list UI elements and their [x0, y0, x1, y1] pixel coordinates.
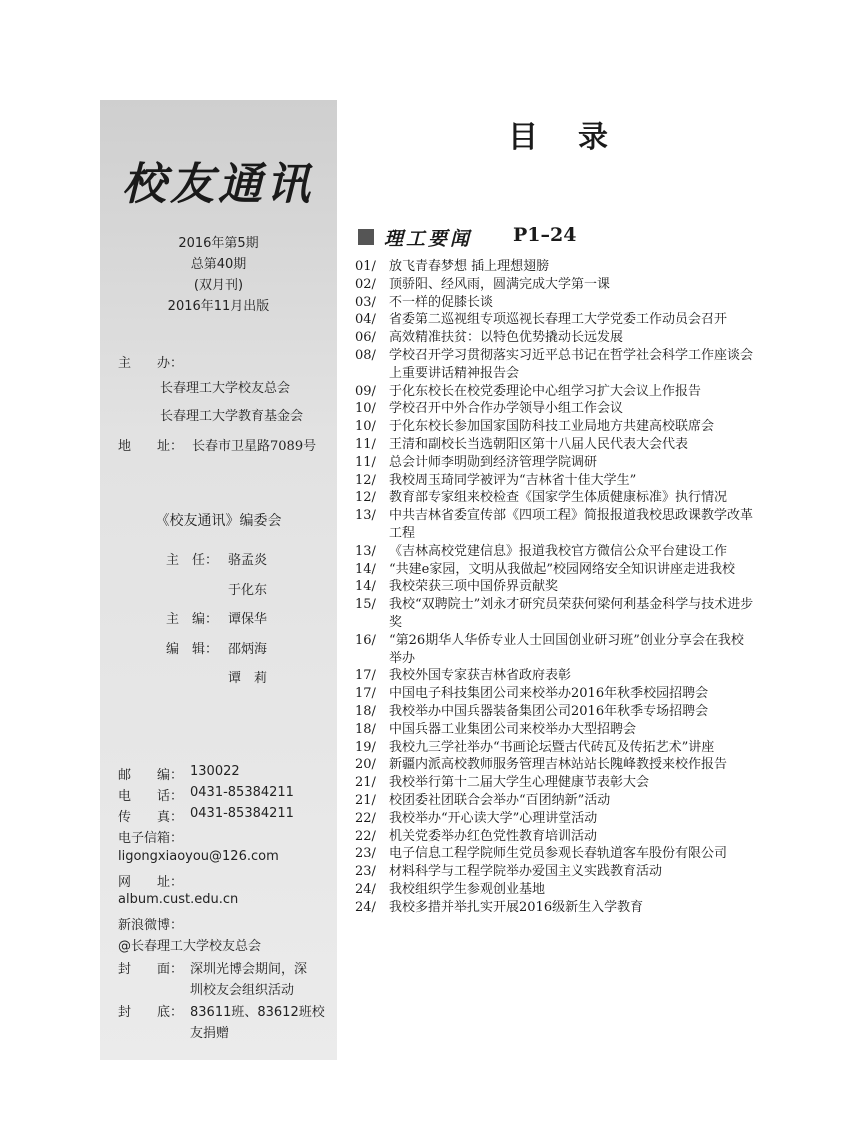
toc-page-number: 11/	[355, 436, 376, 452]
toc-item	[355, 258, 755, 276]
toc-item	[355, 810, 755, 828]
toc-item	[355, 739, 755, 757]
toc-title: 省委第二巡视组专项巡视长春理工大学党委工作动员会召开	[389, 312, 728, 328]
chief-editor-label: 主 编：	[166, 612, 219, 627]
toc-page-number: 03/	[355, 294, 376, 310]
toc-item	[355, 774, 755, 792]
website: album.cust.edu.cn	[118, 892, 239, 907]
toc-page-number: 06/	[355, 330, 376, 346]
toc-item	[355, 721, 755, 739]
toc-item	[355, 329, 755, 347]
toc-page-number: 21/	[355, 792, 376, 808]
toc-title: 电子信息工程学院师生党员参观长春轨道客车股份有限公司	[389, 846, 728, 862]
issue-number: 2016年第5期	[178, 236, 259, 251]
toc-title: 学校召开中外合作办学领导小组工作会议	[389, 401, 624, 417]
website-label: 网 址：	[118, 875, 184, 890]
toc-title: 我校外国专家获吉林省政府表彰	[389, 668, 572, 684]
toc-page-number: 10/	[355, 419, 376, 435]
toc-title: 学校召开学习贯彻落实习近平总书记在哲学社会科学工作座谈会上重要讲话精神报告会	[389, 347, 754, 381]
toc-item	[355, 667, 755, 685]
toc-page-number: 09/	[355, 383, 376, 399]
toc-title: 顶骄阳、经风雨，圆满完成大学第一课	[389, 276, 611, 292]
toc-item	[355, 863, 755, 881]
toc-title: 我校举行第十二届大学生心理健康节表彰大会	[389, 775, 650, 791]
toc-title: 总会计师李明勋到经济管理学院调研	[389, 454, 598, 470]
toc-item	[355, 561, 755, 579]
contents-title: 目录	[508, 120, 648, 155]
toc-page-number: 04/	[355, 312, 376, 328]
toc-item	[355, 596, 755, 632]
toc-page-number: 16/	[355, 632, 376, 648]
section-label: 理工要闻	[384, 228, 473, 250]
toc-title: 放飞青春梦想 插上理想翅膀	[389, 259, 550, 274]
toc-title: 材料科学与工程学院举办爱国主义实践教育活动	[389, 864, 663, 880]
toc-page-number: 18/	[355, 721, 376, 737]
phone: 0431-85384211	[190, 785, 294, 800]
email: ligongxiaoyou@126.com	[118, 849, 279, 864]
toc-title: 教育部专家组来校检查《国家学生体质健康标准》执行情况	[389, 490, 728, 506]
toc-page-number: 14/	[355, 579, 376, 595]
toc-title: 《吉林高校党建信息》报道我校官方微信公众平台建设工作	[389, 543, 728, 559]
toc-page-number: 02/	[355, 276, 376, 292]
fax-label: 传 真：	[118, 810, 184, 825]
toc-item	[355, 845, 755, 863]
cover-line-2: 圳校友会组织活动	[190, 983, 295, 998]
toc-item	[355, 881, 755, 899]
toc-page-number: 13/	[355, 543, 376, 559]
editor-2: 谭 莉	[228, 671, 268, 686]
cover-line-1: 深圳光博会期间，深	[190, 962, 308, 977]
toc-page-number: 11/	[355, 454, 376, 470]
toc-page-number: 15/	[355, 597, 376, 613]
weibo: @长春理工大学校友总会	[118, 939, 262, 954]
toc-title: 王清和副校长当选朝阳区第十八届人民代表大会代表	[389, 436, 689, 452]
toc-item	[355, 489, 755, 507]
issue-total: 总第40期	[190, 257, 247, 272]
toc-item	[355, 543, 755, 561]
toc-page-number: 24/	[355, 881, 376, 897]
toc-page-number: 01/	[355, 259, 376, 274]
toc-item	[355, 400, 755, 418]
toc-item	[355, 703, 755, 721]
toc-item	[355, 792, 755, 810]
toc-title: 中共吉林省委宣传部《四项工程》简报报道我校思政课教学改革工程	[389, 508, 754, 541]
toc-item	[355, 383, 755, 401]
toc-page-number: 12/	[355, 472, 376, 488]
toc-item	[355, 276, 755, 294]
weibo-label: 新浪微博：	[118, 918, 184, 933]
toc-page-number: 18/	[355, 703, 376, 719]
toc-item	[355, 507, 755, 543]
chief-editor: 谭保华	[228, 612, 268, 627]
magazine-title: 校友通讯	[122, 159, 314, 210]
toc-item	[355, 472, 755, 490]
address-label: 地 址：	[118, 439, 184, 454]
toc-page-number: 22/	[355, 828, 376, 844]
table-of-contents	[355, 258, 755, 916]
section-pages: P1–24	[513, 224, 577, 246]
toc-item	[355, 294, 755, 312]
toc-item	[355, 454, 755, 472]
toc-page-number: 13/	[355, 508, 376, 524]
toc-item	[355, 436, 755, 454]
toc-title: 中国兵器工业集团公司来校举办大型招聘会	[389, 721, 637, 737]
toc-page-number: 08/	[355, 347, 376, 363]
toc-item	[355, 632, 755, 668]
issue-date: 2016年11月出版	[167, 299, 270, 314]
toc-page-number: 19/	[355, 739, 376, 755]
fax: 0431-85384211	[190, 806, 294, 821]
editor-label: 编 辑：	[166, 642, 219, 657]
email-label: 电子信箱：	[118, 831, 184, 846]
toc-title: 于化东校长参加国家国防科技工业局地方共建高校联席会	[389, 419, 715, 435]
director-2: 于化东	[228, 583, 268, 598]
toc-item	[355, 828, 755, 846]
toc-item	[355, 685, 755, 703]
toc-title: 新疆内派高校教师服务管理吉林站站长隗峰教授来校作报告	[389, 757, 728, 773]
toc-item	[355, 418, 755, 436]
toc-item	[355, 899, 755, 917]
toc-title: 于化东校长在校党委理论中心组学习扩大会议上作报告	[389, 383, 702, 399]
toc-page-number: 22/	[355, 810, 376, 826]
director-1: 骆孟炎	[228, 553, 268, 568]
toc-title: 校团委社团联合会举办“百团纳新”活动	[389, 792, 611, 808]
toc-title: 我校组织学生参观创业基地	[389, 881, 546, 897]
toc-item	[355, 578, 755, 596]
toc-page-number: 10/	[355, 401, 376, 417]
toc-title: 我校举办“开心读大学”心理讲堂活动	[389, 810, 598, 826]
committee-heading: 《校友通讯》编委会	[155, 513, 282, 529]
director-label: 主 任：	[166, 553, 219, 568]
editor-1: 邵炳海	[228, 642, 268, 657]
toc-page-number: 23/	[355, 864, 376, 880]
section-marker	[358, 229, 374, 245]
toc-title: “第26期华人华侨专业人士回国创业研习班”创业分享会在我校举办	[389, 632, 744, 666]
toc-item	[355, 756, 755, 774]
toc-title: 我校举办中国兵器装备集团公司2016年秋季专场招聘会	[389, 703, 709, 719]
toc-page-number: 21/	[355, 775, 376, 791]
postcode: 130022	[190, 764, 240, 779]
phone-label: 电 话：	[118, 789, 184, 804]
toc-title: 中国电子科技集团公司来校举办2016年秋季校园招聘会	[389, 686, 709, 702]
toc-page-number: 24/	[355, 899, 376, 915]
toc-title: 我校多措并举扎实开展2016级新生入学教育	[389, 899, 644, 915]
issue-frequency: (双月刊)	[193, 278, 244, 293]
toc-title: “共建e家园，文明从我做起”校园网络安全知识讲座走进我校	[389, 561, 735, 577]
back-cover-label: 封 底：	[118, 1005, 184, 1020]
toc-title: 机关党委举办红色党性教育培训活动	[389, 828, 598, 844]
back-cover-line-1: 83611班、83612班校	[190, 1005, 325, 1020]
toc-title: 我校荣获三项中国侨界贡献奖	[389, 579, 559, 595]
toc-title: 我校“双聘院士”刘永才研究员荣获何梁何利基金科学与技术进步奖	[389, 597, 754, 630]
cover-label: 封 面：	[118, 962, 184, 977]
toc-item	[355, 311, 755, 329]
sponsor-label: 主 办：	[118, 356, 184, 371]
toc-title: 不一样的促膝长谈	[389, 294, 494, 310]
postcode-label: 邮 编：	[118, 768, 184, 783]
sponsor-org-2: 长春理工大学教育基金会	[160, 409, 304, 424]
sponsor-org-1: 长春理工大学校友总会	[160, 381, 291, 396]
toc-item	[355, 347, 755, 383]
toc-page-number: 12/	[355, 490, 376, 506]
toc-title: 我校周玉琦同学被评为“吉林省十佳大学生”	[389, 472, 637, 488]
toc-title: 高效精准扶贫：以特色优势撬动长远发展	[389, 330, 624, 346]
toc-page-number: 20/	[355, 757, 376, 773]
toc-page-number: 23/	[355, 846, 376, 862]
address-value: 长春市卫星路7089号	[192, 439, 317, 454]
toc-title: 我校九三学社举办“书画论坛暨古代砖瓦及传拓艺术”讲座	[389, 739, 715, 755]
toc-page-number: 14/	[355, 561, 376, 577]
toc-page-number: 17/	[355, 668, 376, 684]
toc-page-number: 17/	[355, 686, 376, 702]
back-cover-line-2: 友捐赠	[190, 1026, 230, 1041]
